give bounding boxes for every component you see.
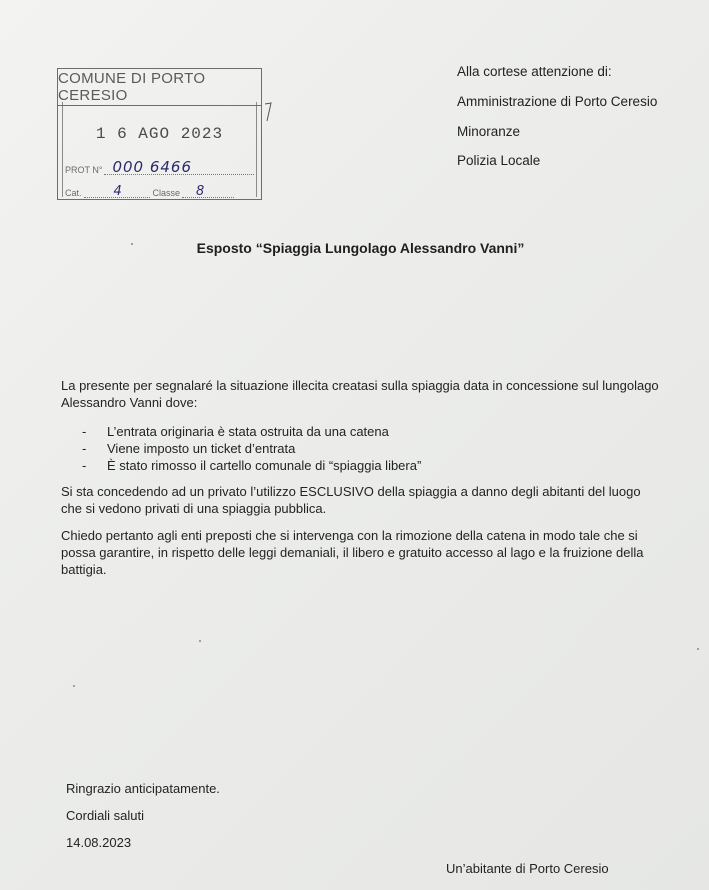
subject-text: Esposto “Spiaggia Lungolago Alessandro Vanni” (196, 240, 525, 256)
closing-thanks: Ringrazio anticipatamente. (66, 781, 220, 796)
stamp-inner-border (62, 102, 257, 197)
pen-mark-icon (264, 101, 272, 123)
list-item-text: L’entrata originaria è stata ostruita da una catena (107, 424, 389, 439)
closing-date: 14.08.2023 (66, 835, 132, 850)
stamp-classe-label: Classe (152, 188, 181, 198)
body-intro-paragraph: La presente per segnalaré la situazione illecita creatasi sulla spiaggia data in concessione sul lungolago Alessandro Vanni dove: (61, 378, 659, 410)
stamp-category-line (84, 185, 150, 198)
issues-list (82, 423, 421, 474)
stamp-category-row (65, 185, 255, 198)
body-paragraph-exclusive-use: Si sta concedendo ad un privato l’utilizzo ESCLUSIVO della spiaggia a danno degli abitanti del luogo che si vedono privati di una spiaggia pubblica. (61, 484, 641, 516)
stamp-protocol-label: PROT N° (65, 165, 103, 175)
stamp-date: 1 6 AGO 2023 (95, 125, 224, 143)
stamp-classe-line (182, 185, 234, 198)
stamp-protocol-row (65, 158, 255, 176)
stamp-protocol-line (104, 158, 254, 176)
paper-speck (697, 648, 699, 650)
list-item-text: Viene imposto un ticket d’entrata (107, 441, 296, 456)
addressee-recipient: Minoranze (457, 124, 521, 139)
stamp-category-value: 4 (113, 184, 123, 199)
list-item-text: È stato rimosso il cartello comunale di “spiaggia libera” (107, 458, 422, 473)
stamp-category-label: Cat. (65, 188, 82, 198)
addressee-recipient: Polizia Locale (457, 153, 541, 168)
list-bullet: - (82, 458, 87, 473)
addressee-intro: Alla cortese attenzione di: (457, 64, 612, 79)
list-item (82, 440, 421, 457)
paper-speck (199, 640, 201, 642)
paper-speck (73, 685, 75, 687)
stamp-classe-value: 8 (196, 184, 206, 199)
closing-greeting: Cordiali saluti (66, 808, 145, 823)
stamp-protocol-number: 000 6466 (112, 158, 193, 176)
protocol-stamp (57, 68, 262, 200)
document-subject (0, 240, 709, 256)
list-bullet: - (82, 441, 87, 456)
list-item (82, 423, 421, 440)
paper-speck (131, 243, 133, 245)
addressee-recipient: Amministrazione di Porto Ceresio (457, 94, 658, 109)
stamp-office-name: COMUNE DI PORTO CERESIO (58, 69, 261, 106)
body-paragraph-request: Chiedo pertanto agli enti preposti che si intervenga con la rimozione della catena in modo tale che si possa garantire, in rispetto delle leggi demaniali, il libero e gratuito accesso al lago e la fruizione della battigia. (61, 528, 644, 577)
list-bullet: - (82, 424, 87, 439)
signature-line: Un’abitante di Porto Ceresio (446, 861, 609, 876)
list-item (82, 457, 421, 474)
